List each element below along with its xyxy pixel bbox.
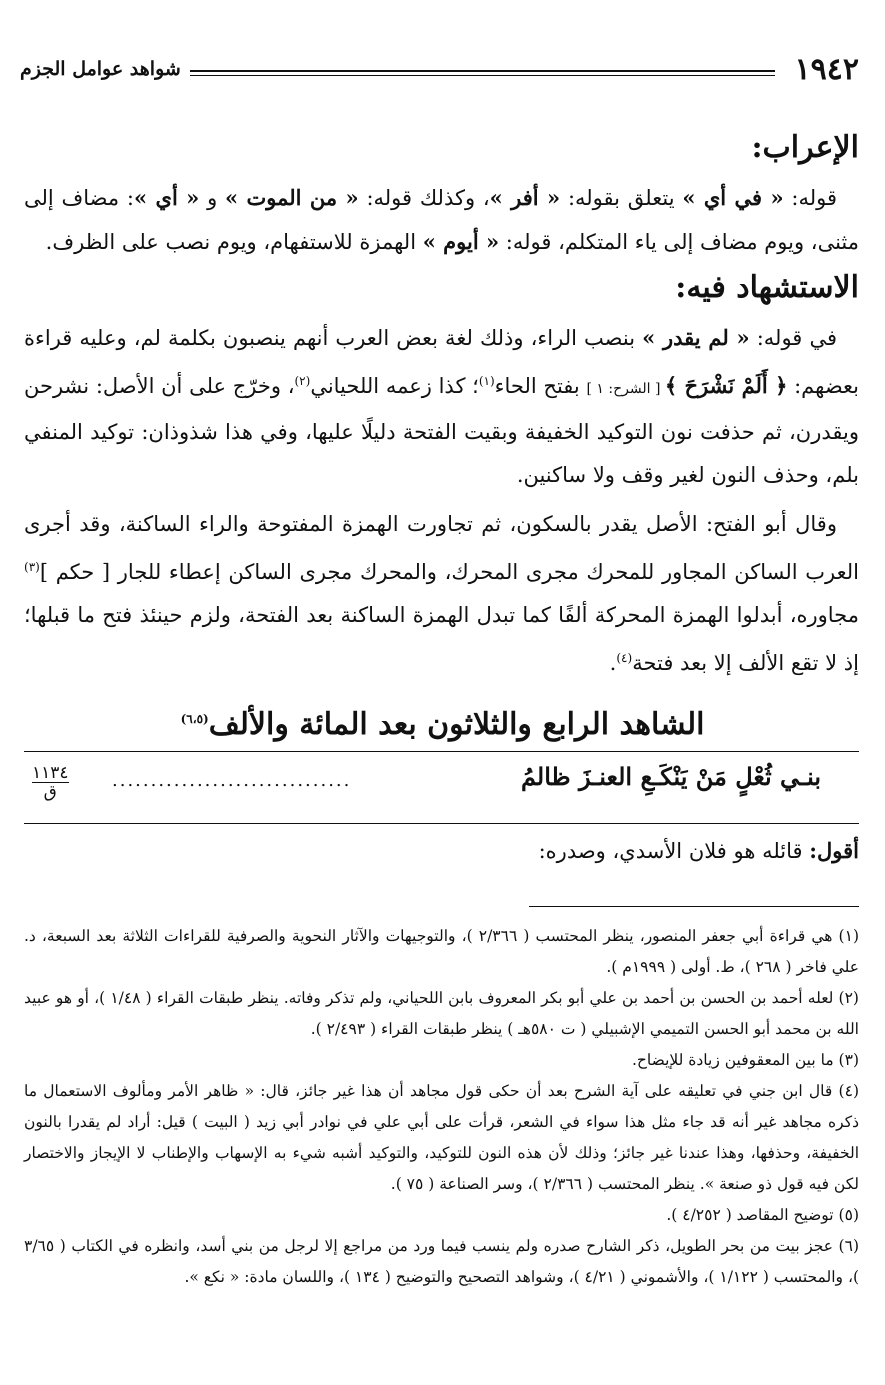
istishhad-paragraph-2 (24, 503, 859, 685)
irab-quote: « أي » (133, 185, 200, 210)
footnote-4: (٤) قال ابن جني في تعليقه على آية الشرح بعد أن حكى قول مجاهد أن هذا غير جائز، قال: « ظاهر الأمر ومألوف الاستعمال ما ذكره مجاهد غير أنه قد جاء مثل هذا سواء في الشعر، قرأت على أبي علي في نوادر أبي زيد ( البيت ) قيل: أراد لم يقدرا بالنون الخفيفة، وحذفها، وهذا عندنا غير جائز؛ وذلك لأن هذه النون للتوكيد، والتوكيد أشبه شيء به الإسهاب والإطناب لا الإيجاز والاختصار لكن فيه قول ذو صنعة ». ينظر المحتسب ( ٢/٣٦٦ )، وسر الصناعة ( ٧٥ ). (24, 1082, 859, 1193)
speaker-text: قائله هو فلان الأسدي، وصدره: (538, 839, 810, 863)
irab-quote: « أيوم » (422, 229, 500, 254)
footnote-marker[interactable]: (٢) (294, 374, 311, 388)
footnote-marker[interactable]: (٣) (24, 560, 40, 574)
footnote-2: (٢) لعله أحمد بن الحسن بن أحمد بن علي أبو بكر المعروف بابن اللحياني، ولم تذكر وفاته. ينظر طبقات القراء ( ١/٤٨ )، أو هو عبيد الله بن محمد أبو الحسن التميمي الإشبيلي ( ت ٥٨٠هـ ) ينظر طبقات القراء ( ٢/٤٩٣ ). (24, 989, 859, 1038)
istishhad-quote: « لم يقدر » (642, 325, 750, 350)
book-page (20, 48, 865, 1293)
footnote-separator (529, 906, 859, 907)
istishhad-text: مجاوره، أبدلوا الهمزة المحركة ألفًا كما تبدل الهمزة الساكنة بعد الفتحة، ولزم حينئذ فتح ما قبلها؛ إذ لا تقع الألف إلا بعد فتحة (24, 603, 859, 675)
header-rule (190, 70, 775, 76)
quran-quote: ﴿ أَلَمْ نَشْرَحَ ﴾ (664, 373, 788, 398)
istishhad-text: وقال أبو الفتح: الأصل يقدر بالسكون، ثم تجاورت الهمزة المفتوحة والراء الساكنة، وقد أجرى العرب الساكن المجاور للمحرك مجرى المحرك، والمحرك مجرى الساكن إعطاء للجار [ حكم ] (24, 512, 859, 584)
istishhad-text: بفتح الحاء (494, 374, 587, 398)
irab-heading: الإعراب: (751, 130, 859, 165)
page-header (20, 48, 865, 88)
verse-box (24, 751, 859, 824)
irab-text: ، وكذلك قوله: (358, 186, 490, 210)
page-number: ١٩٤٢ (794, 52, 859, 87)
footnote-6: (٦) عجز بيت من بحر الطويل، ذكر الشارح صدره ولم ينسب فيما ورد من مراجع إلا لرجل من بني أسد، وانظره في الكتاب ( ٣/٦٥ )، والمحتسب ( ١/١٢٢ )، والأشموني ( ٤/٢١ )، وشواهد التصحيح والتوضيح ( ١٣٤ )، واللسان مادة: « نكع ». (24, 1237, 859, 1286)
footnote-5: (٥) توضيح المقاصد ( ٤/٢٥٢ ). (666, 1206, 859, 1224)
footnote-marker[interactable]: (٤) (616, 651, 633, 665)
irab-text: قوله: (783, 186, 837, 210)
footnote-marker[interactable]: (٦،٥) (180, 712, 209, 726)
footnote-3: (٣) ما بين المعقوفين زيادة للإيضاح. (631, 1051, 859, 1069)
istishhad-text: ، وخرّج على أن الأصل: نشرحن ويقدرن، ثم حذفت نون التوكيد الخفيفة وبقيت الفتحة دليلًا عليها، وفي هذا شذوذان: توكيد المنفي بلم، وحذف النون لغير وقف ولا ساكنين. (24, 374, 859, 487)
running-title: شواهد عوامل الجزم (20, 58, 181, 80)
irab-quote: « من الموت » (225, 185, 359, 210)
section-title (20, 699, 865, 745)
verse-number-value: ١١٣٤ (32, 763, 69, 783)
verse-number (32, 764, 69, 801)
istishhad-text: . (609, 651, 617, 675)
istishhad-text: بنصب الراء، وذلك لغة بعض العرب أنهم ينصبون بكلمة لم، وعليه قراءة بعضهم: (24, 326, 860, 398)
section-title-text: الشاهد الرابع والثلاثون بعد المائة والألف (208, 707, 705, 742)
irab-text: يتعلق بقوله: (560, 186, 683, 210)
verse-text: بنـي ثُعْلٍ مَنْ يَنْكَـعِ العنـزَ ظالمُ (520, 762, 821, 791)
irab-text: و (199, 186, 225, 210)
irab-text: : مضاف إلى مثنى، ويوم مضاف إلى ياء المتكلم، قوله: (24, 186, 859, 254)
istishhad-paragraph-1 (24, 316, 859, 497)
footnotes (24, 921, 859, 1293)
verse-dots: ............................... (112, 770, 352, 791)
footnote-marker[interactable]: (١) (478, 374, 495, 388)
speaker-line (20, 834, 859, 868)
meter-mark: ق (32, 782, 69, 801)
irab-paragraph (24, 176, 859, 264)
istishhad-text: ؛ كذا زعمه اللحياني (310, 374, 479, 398)
surah-reference: [ الشرح: ١ ] (586, 381, 665, 397)
speaker-label: أقول: (809, 838, 859, 863)
irab-quote: « أفر » (489, 185, 561, 210)
istishhad-heading: الاستشهاد فيه: (675, 270, 859, 305)
istishhad-text: في قوله: (749, 326, 837, 350)
irab-quote: « في أي » (682, 185, 784, 210)
footnote-1: (١) هي قراءة أبي جعفر المنصور، ينظر المحتسب ( ٢/٣٦٦ )، والتوجيهات والآثار النحوية والصرفية للقراءات الثلاثة بعد السبعة، د. علي فاخر ( ٢٦٨ )، ط. أولى ( ١٩٩٩م ). (24, 927, 859, 976)
irab-text: الهمزة للاستفهام، ويوم نصب على الظرف. (45, 230, 423, 254)
verse-bottom-rule (24, 823, 859, 824)
